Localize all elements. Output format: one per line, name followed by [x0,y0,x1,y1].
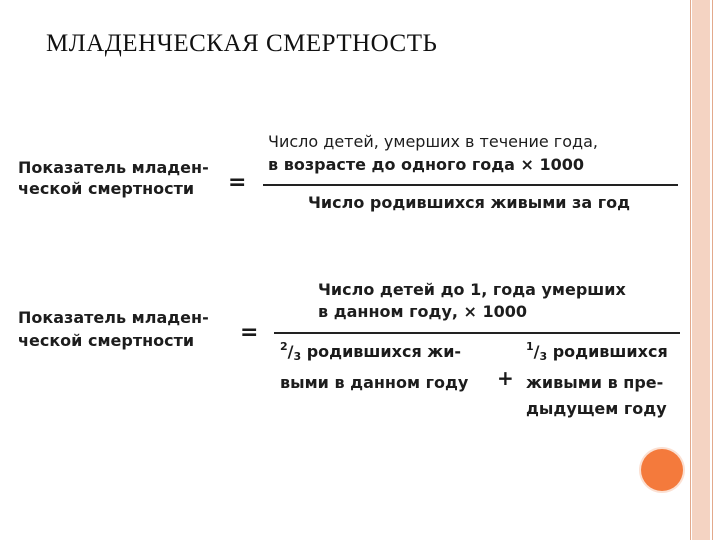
formula2-equals: = [240,320,259,345]
term2-text-line1: родившихся [547,342,668,361]
slide-title: МЛАДЕНЧЕСКАЯ СМЕРТНОСТЬ [46,30,438,57]
formula1-lhs-line2: ческой смертности [18,179,195,198]
term2-fraction-denominator: 3 [539,350,548,363]
term1-text-line1: родившихся жи- [301,342,462,361]
formula2-numerator-line2: в данном году, × 1000 [318,302,528,321]
term1-fraction-numerator: 2 [280,340,288,353]
formula1-equals: = [228,170,247,195]
formula2-numerator-line1: Число детей до 1, года умерших [318,280,626,299]
side-line-right [712,0,713,540]
formula1-lhs-line1: Показатель младен- [18,158,209,177]
formula1-fraction-bar [263,184,678,186]
formula2-term2-line2: живыми в пре- [526,373,664,392]
formula2-term1-line1: $^2$/3 родившихся жи- [280,340,462,363]
formula2-plus: + [497,366,514,390]
formula2-lhs-line1: Показатель младен- [18,308,209,327]
term1-fraction-denominator: 3 [293,350,302,363]
formula1-numerator-line1: Число детей, умерших в течение года, [268,132,598,151]
formula2-term1-line2: выми в данном году [280,373,469,392]
side-stripe [692,0,710,540]
formula1-numerator-line2: в возрасте до одного года × 1000 [268,155,585,174]
term2-fraction-numerator: 1 [526,340,534,353]
accent-circle [641,449,683,491]
formula2-term2-line1: $^1$/3 родившихся [526,340,668,363]
side-line-left [690,0,691,540]
formula2-lhs-line2: ческой смертности [18,331,195,350]
formula2-fraction-bar [274,332,680,334]
formula2-term2-line3: дыдущем году [526,399,667,418]
formula1-denominator: Число родившихся живыми за год [308,193,630,212]
